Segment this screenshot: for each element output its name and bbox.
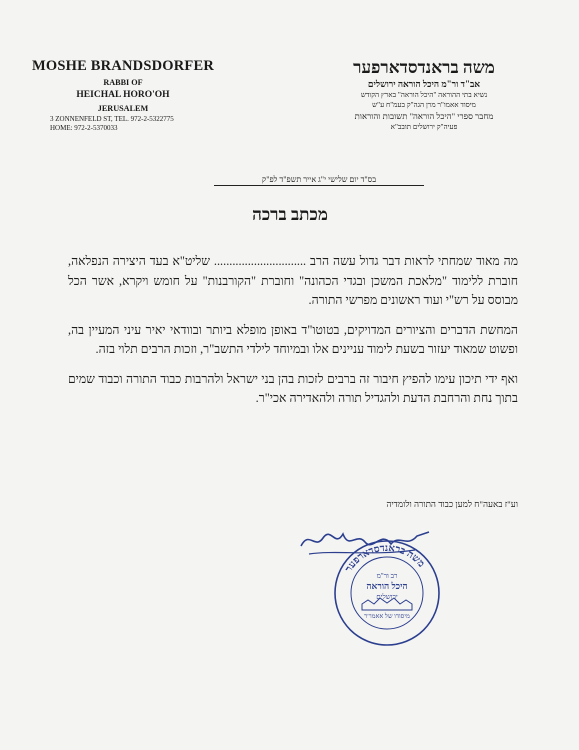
english-address — [50, 115, 174, 133]
hebrew-line-3: מיסוד אאמו"ר מרן הגה"ק בעמ"ח ע"ש — [372, 101, 476, 109]
english-city: JERUSALEM — [97, 104, 149, 113]
hebrew-name: משה בראנדסדארפער — [353, 58, 495, 77]
address-line: 3 ZONNENFELD ST, TEL. 972-2-5322775 — [50, 115, 174, 123]
stamp-line-2: היכל הוראה — [366, 581, 408, 591]
paragraph-3: ואף ידי תיכון עימו להפיץ חיבור זה ברבים לזכות בהן בני ישראל ולהרבות כבוד התורה וכבוד שמים בתוך נחת והרחבת הדעת ולהגדיל תורה ולהאדירה אכי"ר. — [68, 371, 518, 405]
paragraph-1: מה מאוד שמחתי לראות דבר גדול עשה הרב .............................. שליט"א בעד היצירה הנפלאה, חוברת ללימוד "מלאכת המשכן ובגדי הכהונה" וחוברת "הקורבנות" על חומש ויקרא, אשר הכל מבוסס על רש"י ועוד ראשונים מפרשי התורה. — [68, 254, 518, 307]
stamp-line-4: מיסודו של אאמו"ר — [364, 613, 410, 620]
closing-line: וע"ז באעה"ח למען כבוד התורה ולומדיה — [386, 499, 518, 509]
hebrew-letterhead — [299, 58, 549, 132]
hebrew-line-4: מחבר ספרי "היכל הוראה" תשובות והוראות — [354, 111, 494, 121]
english-letterhead — [18, 58, 228, 114]
english-institution: HEICHAL HORO'OH — [76, 90, 170, 100]
english-role: RABBI OF — [103, 78, 143, 87]
stamp-line-3: ירושלים — [376, 593, 398, 601]
hebrew-line-1: אב"ד ור"מ היכל הוראה ירושלים — [367, 79, 481, 89]
stamp-ring-text: משה בראנדסדארפער — [343, 542, 427, 575]
hebrew-line-5: פעיה"ק ירושלים תובב"א — [390, 123, 458, 131]
stamp-line-1: רב ור"מ — [376, 572, 398, 580]
date-line: בס"ד יום שלישי י"ג אייר תשפ"ד לפ"ק — [214, 175, 424, 186]
english-name: MOSHE BRANDSDORFER — [31, 58, 215, 74]
letter-body — [68, 252, 518, 419]
hebrew-line-2: נשיא בתי ההוראה "היכל הוראה" בארץ הקודש — [360, 91, 488, 99]
paragraph-2: המחשת הדברים והציורים המדויקים, בטוטו"ד באופן מופלא ביותר ובוודאי יאיר עיני המעיין בה, ופשוט שמאוד יעזור בשעת לימוד עניינים אלו ובמיוחד לילדי התשב"ר, וזכות הרבים תלוי בזה. — [68, 322, 518, 356]
rabbinical-stamp — [332, 538, 442, 648]
home-phone-line: HOME: 972-2-5370033 — [50, 124, 118, 132]
letter-title: מכתב ברכה — [252, 205, 328, 224]
